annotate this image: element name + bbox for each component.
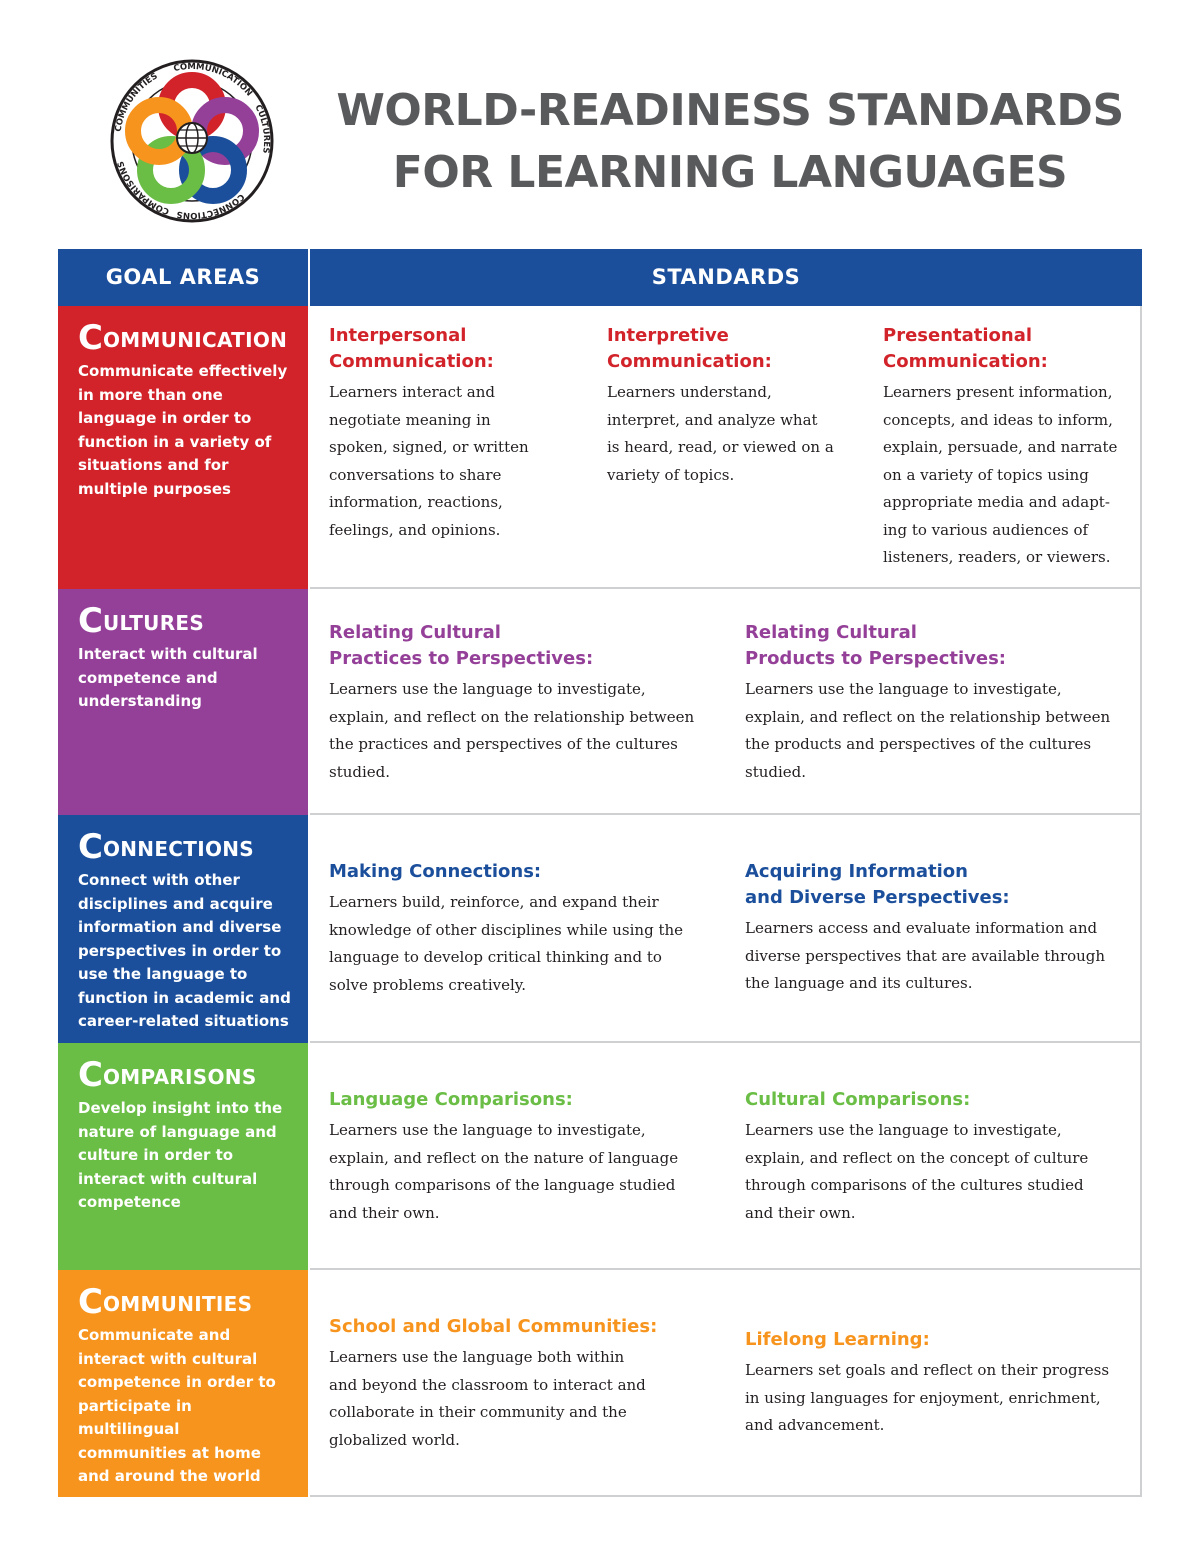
standard-title: Relating Cultural Products to Perspectives: bbox=[745, 622, 1007, 669]
goal-initial: C bbox=[78, 601, 103, 641]
logo-arc-communities: COMMUNITIES bbox=[113, 71, 160, 133]
standards-cell bbox=[310, 1270, 1142, 1497]
goal-name bbox=[78, 1055, 292, 1095]
standard-title: Cultural Comparisons: bbox=[745, 1089, 971, 1110]
standard-title: Relating Cultural Practices to Perspectives: bbox=[329, 622, 594, 669]
standard-practices bbox=[329, 620, 729, 786]
standard-title: Lifelong Learning: bbox=[745, 1329, 930, 1350]
standards-header: STANDARDS bbox=[310, 249, 1142, 306]
goal-row-connections bbox=[58, 815, 1142, 1043]
standard-title: Acquiring Information and Diverse Perspectives: bbox=[745, 861, 1010, 908]
goal-description: Develop insight into the nature of language and culture in order to interact with cultural competence bbox=[78, 1099, 283, 1211]
standard-acquiring-information bbox=[745, 859, 1140, 998]
standard-body: Learners use the language to investigate, explain, and reflect on the nature of language through comparisons of the language studied and their own. bbox=[329, 1121, 679, 1222]
standard-title: Interpersonal Communication: bbox=[329, 325, 494, 372]
goal-name-rest: OMMUNITIES bbox=[102, 1292, 253, 1316]
goal-initial: C bbox=[78, 318, 103, 358]
goal-name bbox=[78, 601, 292, 641]
standard-cultural-comparisons bbox=[745, 1087, 1140, 1227]
goal-cell bbox=[58, 1043, 308, 1270]
standards-cell bbox=[310, 1043, 1142, 1270]
goal-cell bbox=[58, 589, 308, 815]
goal-cell bbox=[58, 306, 308, 589]
globe-icon bbox=[177, 123, 207, 153]
standard-body: Learners use the language to investigate, explain, and reflect on the relationship between the practices and perspectives of the cultures studied. bbox=[329, 680, 695, 781]
standards-cell bbox=[310, 589, 1142, 815]
goal-description: Communicate and interact with cultural competence in order to participate in multilingual communities at home and around the world bbox=[78, 1326, 276, 1485]
logo-arc-communication: COMMUNICATION bbox=[172, 61, 254, 99]
standard-lifelong-learning bbox=[745, 1327, 1140, 1440]
goal-initial: C bbox=[78, 1055, 103, 1095]
goal-description: Connect with other disciplines and acquire information and diverse perspectives in order to use the language to function in academic and career-related situations bbox=[78, 871, 291, 1030]
standard-body: Learners build, reinforce, and expand their knowledge of other disciplines while using the language to develop critical thinking and to solve problems creatively. bbox=[329, 893, 684, 994]
goal-name-rest: ONNECTIONS bbox=[102, 837, 254, 861]
goal-row-communities bbox=[58, 1270, 1142, 1497]
goal-row-communication bbox=[58, 306, 1142, 589]
goal-name bbox=[78, 827, 292, 867]
goal-row-cultures bbox=[58, 589, 1142, 815]
goal-initial: C bbox=[78, 827, 103, 867]
goal-name bbox=[78, 318, 292, 358]
title-line-2: FOR LEARNING LANGUAGES bbox=[392, 147, 1068, 198]
logo-arc-connections: CONNECTIONS bbox=[175, 191, 246, 221]
standard-title: Making Connections: bbox=[329, 861, 542, 882]
logo-arc-comparisons: COMPARISONS bbox=[116, 159, 171, 217]
standard-body: Learners access and evaluate information and diverse perspectives that are available through the language and its cultures. bbox=[745, 919, 1106, 992]
standard-body: Learners use the language both within and beyond the classroom to interact and collaborate in their community and the globalized world. bbox=[329, 1348, 646, 1449]
five-cs-logo bbox=[107, 56, 277, 226]
goal-initial: C bbox=[78, 1282, 103, 1322]
standard-title: Language Comparisons: bbox=[329, 1089, 573, 1110]
standard-title: Interpretive Communication: bbox=[607, 325, 772, 372]
standard-body: Learners use the language to investigate, explain, and reflect on the concept of culture through comparisons of the cultures studied and their own. bbox=[745, 1121, 1089, 1222]
standard-body: Learners understand, interpret, and analyze what is heard, read, or viewed on a variety of topics. bbox=[607, 383, 834, 484]
standard-title: School and Global Communities: bbox=[329, 1316, 658, 1337]
goal-cell bbox=[58, 1270, 308, 1497]
standard-interpretive bbox=[607, 323, 867, 489]
standard-body: Learners present information, concepts, and ideas to inform, explain, persuade, and narrate on a variety of topics using appropriate media and adapt- ing to various audiences of listeners, readers, or viewers. bbox=[883, 383, 1118, 566]
standard-body: Learners use the language to investigate, explain, and reflect on the relationship between the products and perspectives of the cultures studied. bbox=[745, 680, 1111, 781]
goal-description: Interact with cultural competence and understanding bbox=[78, 645, 258, 710]
standard-presentational bbox=[883, 323, 1141, 572]
goal-name-rest: OMMUNICATION bbox=[102, 328, 288, 352]
goal-name-rest: ULTURES bbox=[102, 611, 205, 635]
goal-name-rest: OMPARISONS bbox=[102, 1065, 257, 1089]
standard-school-global-communities bbox=[329, 1314, 729, 1454]
goal-cell bbox=[58, 815, 308, 1043]
standard-body: Learners interact and negotiate meaning in spoken, signed, or written conversations to share information, reactions, feelings, and opinions. bbox=[329, 383, 529, 539]
standard-title: Presentational Communication: bbox=[883, 325, 1048, 372]
standards-cell bbox=[310, 306, 1142, 589]
page-title bbox=[330, 80, 1130, 204]
standard-making-connections bbox=[329, 859, 729, 999]
standards-cell bbox=[310, 815, 1142, 1043]
goal-name bbox=[78, 1282, 292, 1322]
standards-table bbox=[58, 249, 1142, 1497]
standard-body: Learners set goals and reflect on their progress in using languages for enjoyment, enrichment, and advancement. bbox=[745, 1361, 1110, 1434]
goal-row-comparisons bbox=[58, 1043, 1142, 1270]
standard-products bbox=[745, 620, 1140, 786]
logo-arc-cultures: CULTURES bbox=[252, 103, 272, 154]
standard-interpersonal bbox=[329, 323, 579, 544]
standard-language-comparisons bbox=[329, 1087, 729, 1227]
goal-description: Communicate effectively in more than one language in order to function in a variety of situations and for multiple purposes bbox=[78, 362, 288, 498]
goal-areas-header: GOAL AREAS bbox=[58, 249, 308, 306]
title-line-1: WORLD-READINESS STANDARDS bbox=[336, 85, 1124, 136]
